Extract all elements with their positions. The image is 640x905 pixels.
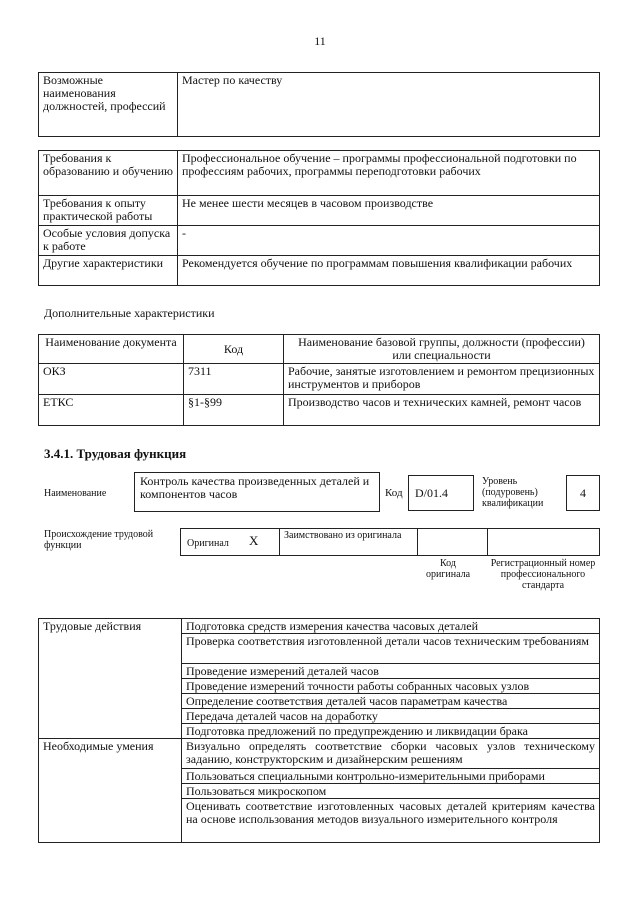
etks-cell: ЕТКС [39,395,184,426]
positions-label: Возможные наименования должностей, профессий [39,73,178,137]
req-other-value: Рекомендуется обучение по программам повышения квалификации рабочих [178,256,600,286]
list-item: Проверка соответствия изготовленной детали часов техническим требованиям [182,634,600,664]
list-item: Передача деталей часов на доработку [182,709,600,724]
col-code-header: Код [184,335,284,364]
list-item: Визуально определять соответствие сборки часовых узлов техническому заданию, конструкторским и дизайнерским решениям [182,739,600,769]
list-item: Проведение измерений точности работы собранных часовых узлов [182,679,600,694]
list-item: Оценивать соответствие изготовленных часовых деталей критериям качества на основе использования методов визуального измерительного контроля [182,799,600,843]
positions-table [38,72,600,137]
table-row [39,364,600,395]
okz-cell: ОКЗ [39,364,184,395]
requirements-table [38,150,600,286]
actions-label: Трудовые действия [39,619,182,739]
list-item: Подготовка предложений по предупреждению и ликвидации брака [182,724,600,739]
list-item: Пользоваться микроскопом [182,784,600,799]
col-document-header: Наименование документа [39,335,184,364]
table-row [39,395,600,426]
req-conditions-value: - [178,226,600,256]
original-label: Оригинал [187,538,229,549]
list-item: Проведение измерений деталей часов [182,664,600,679]
page-number: 11 [314,34,326,48]
list-item: Пользоваться специальными контрольно-измерительными приборами [182,769,600,784]
req-other-label: Другие характеристики [39,256,178,286]
etks-code: §1-§99 [184,395,284,426]
etks-name: Производство часов и технических камней, ремонт часов [284,395,600,426]
origin-box [180,528,600,556]
additional-table [38,334,600,426]
req-experience-label: Требования к опыту практической работы [39,196,178,226]
okz-code: 7311 [184,364,284,395]
section-title: 3.4.1. Трудовая функция [44,446,187,461]
code-original-caption: Код оригинала [425,558,471,580]
col-name-header: Наименование базовой группы, должности (профессии) или специальности [284,335,600,364]
list-item: Определение соответствия деталей часов параметрам качества [182,694,600,709]
additional-title: Дополнительные характеристики [44,306,215,320]
req-education-label: Требования к образованию и обучению [39,151,178,196]
level-label: Уровень (подуровень) квалификации [482,476,544,509]
function-code: D/01.4 [408,475,474,511]
skills-label: Необходимые умения [39,739,182,843]
okz-name: Рабочие, занятые изготовлением и ремонтом прецизионных инструментов и приборов [284,364,600,395]
positions-value: Мастер по качеству [178,73,600,137]
list-item: Подготовка средств измерения качества часовых деталей [182,619,600,634]
borrowed-label: Заимствовано из оригинала [284,530,402,541]
req-experience-value: Не менее шести месяцев в часовом производстве [178,196,600,226]
code-label: Код [385,487,403,499]
level-value: 4 [566,475,600,511]
reg-number-caption: Регистрационный номер профессионального стандарта [490,558,596,591]
original-mark: X [249,533,259,548]
name-label: Наименование [44,488,107,499]
actions-table [38,618,600,843]
req-conditions-label: Особые условия допуска к работе [39,226,178,256]
origin-label: Происхождение трудовой функции [44,529,154,551]
function-name: Контроль качества произведенных деталей и компонентов часов [134,472,380,512]
req-education-value: Профессиональное обучение – программы профессиональной подготовки по профессиям рабочих, программы переподготовки рабочих [178,151,600,196]
